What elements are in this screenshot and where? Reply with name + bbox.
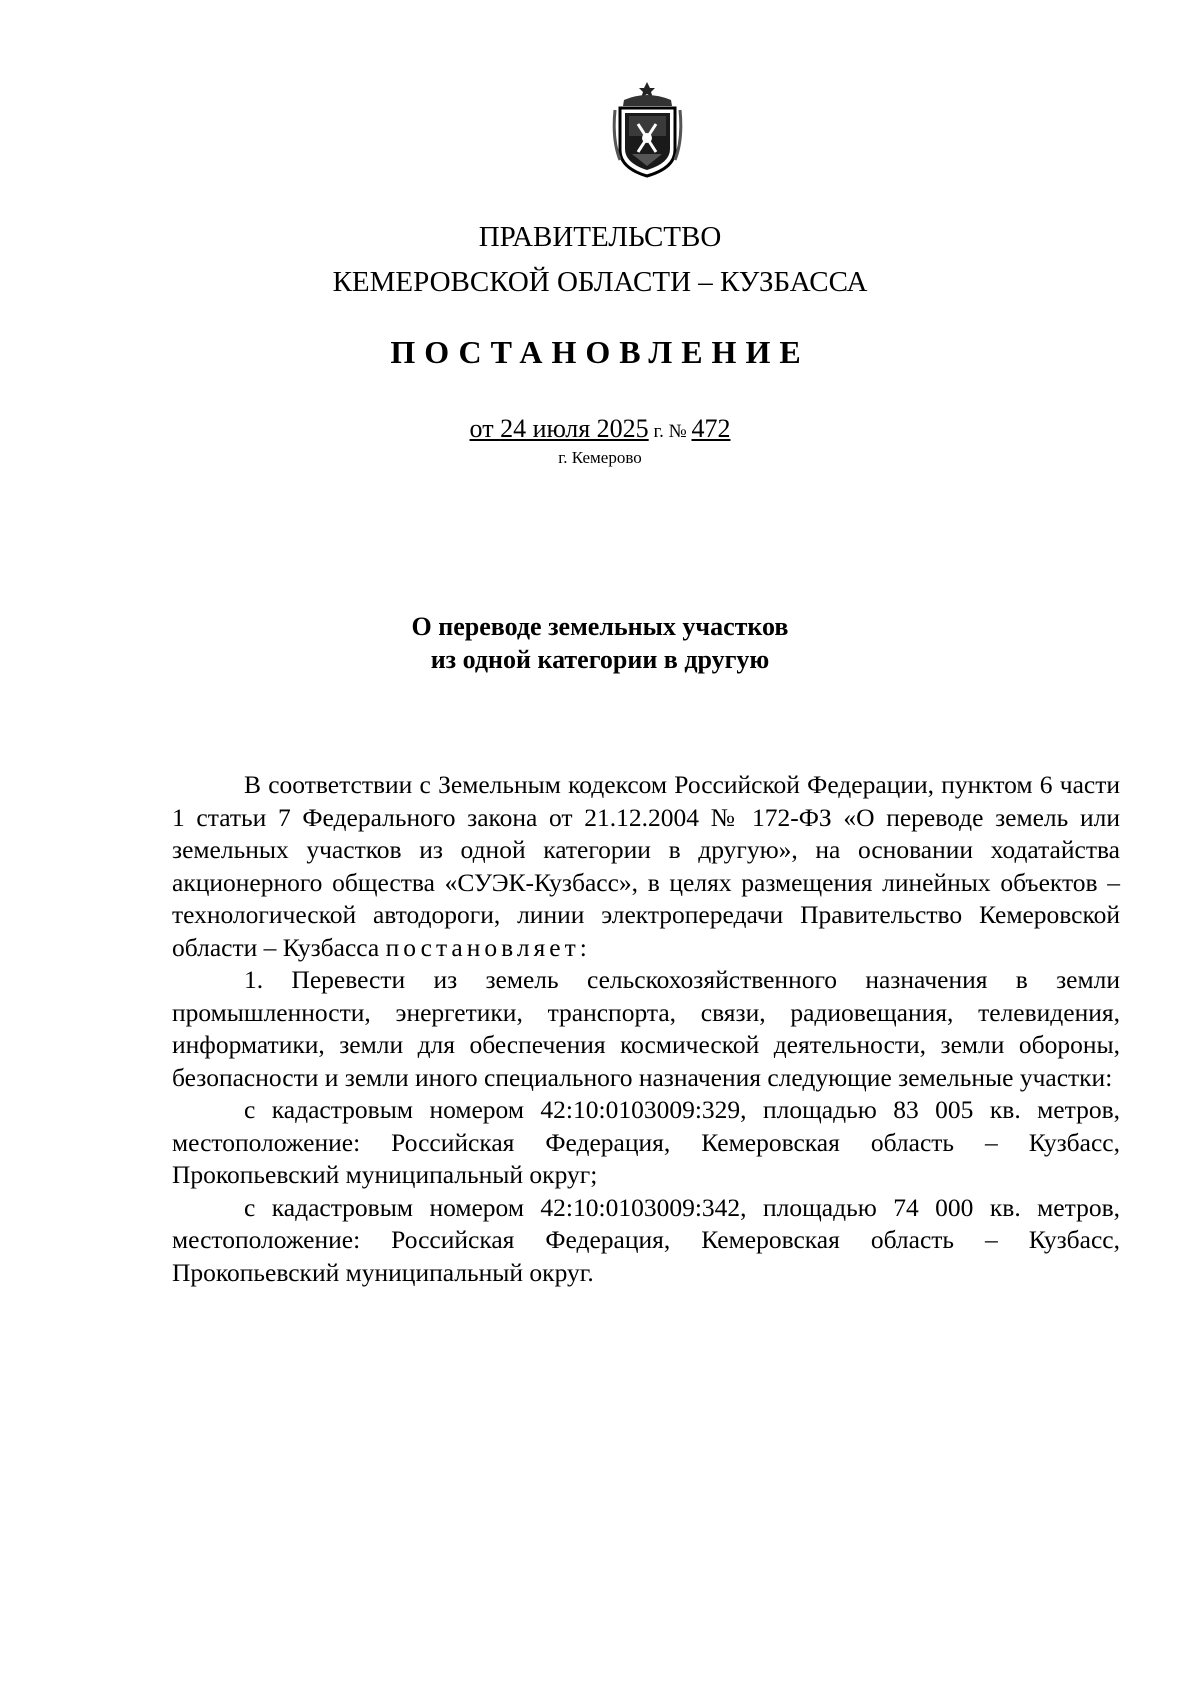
parcel-1: с кадастровым номером 42:10:0103009:329, площадью 83 005 кв. метров, местоположение: Российская Федерация, Кемеровская область – Кузбасс, Прокопьевский муниципальный округ;	[172, 1095, 1120, 1189]
document-title	[0, 610, 1200, 676]
parcel-2: с кадастровым номером 42:10:0103009:342, площадью 74 000 кв. метров, местоположение: Российская Федерация, Кемеровская область – Кузбасс, Прокопьевский муниципальный округ.	[172, 1192, 1120, 1287]
document-type: ПОСТАНОВЛЕНИЕ	[390, 334, 810, 370]
document-number: 472	[691, 414, 731, 443]
resolve-word: постановляет:	[385, 932, 591, 962]
preamble-text: В соответствии с Земельным кодексом Российской Федерации, пунктом 6 части 1 статьи 7 Федерального закона от 21.12.2004 № 172-ФЗ «О переводе земель или земельных участков из одной категории в другую», на основании ходатайства акционерного общества «СУЭК-Кузбасс», в целях размещения линейных объектов – технологической автодороги, линии электропередачи Правительство Кемеровской области – Кузбасса	[172, 770, 1120, 962]
government-name: ПРАВИТЕЛЬСТВО	[478, 221, 722, 253]
title-line-2: из одной категории в другую	[430, 645, 770, 674]
year-suffix: г. №	[648, 421, 692, 442]
city: г. Кемерово	[558, 448, 642, 467]
document-body	[172, 769, 1120, 1289]
date-line	[0, 414, 1200, 447]
coat-of-arms-emblem	[610, 80, 685, 180]
region-name: КЕМЕРОВСКОЙ ОБЛАСТИ – КУЗБАССА	[332, 266, 868, 298]
document-date: 24 июля 2025	[500, 414, 649, 443]
title-line-1: О переводе земельных участков	[411, 612, 789, 641]
clause-1: 1. Перевести из земель сельскохозяйственного назначения в земли промышленности, энергетики, транспорта, связи, радиовещания, телевидения, информатики, земли для обеспечения космической деятельности, земли обороны, безопасности и земли иного специального назначения следующие земельные участки:	[172, 965, 1120, 1092]
date-prefix: от	[469, 414, 501, 443]
preamble-paragraph	[172, 769, 1120, 964]
